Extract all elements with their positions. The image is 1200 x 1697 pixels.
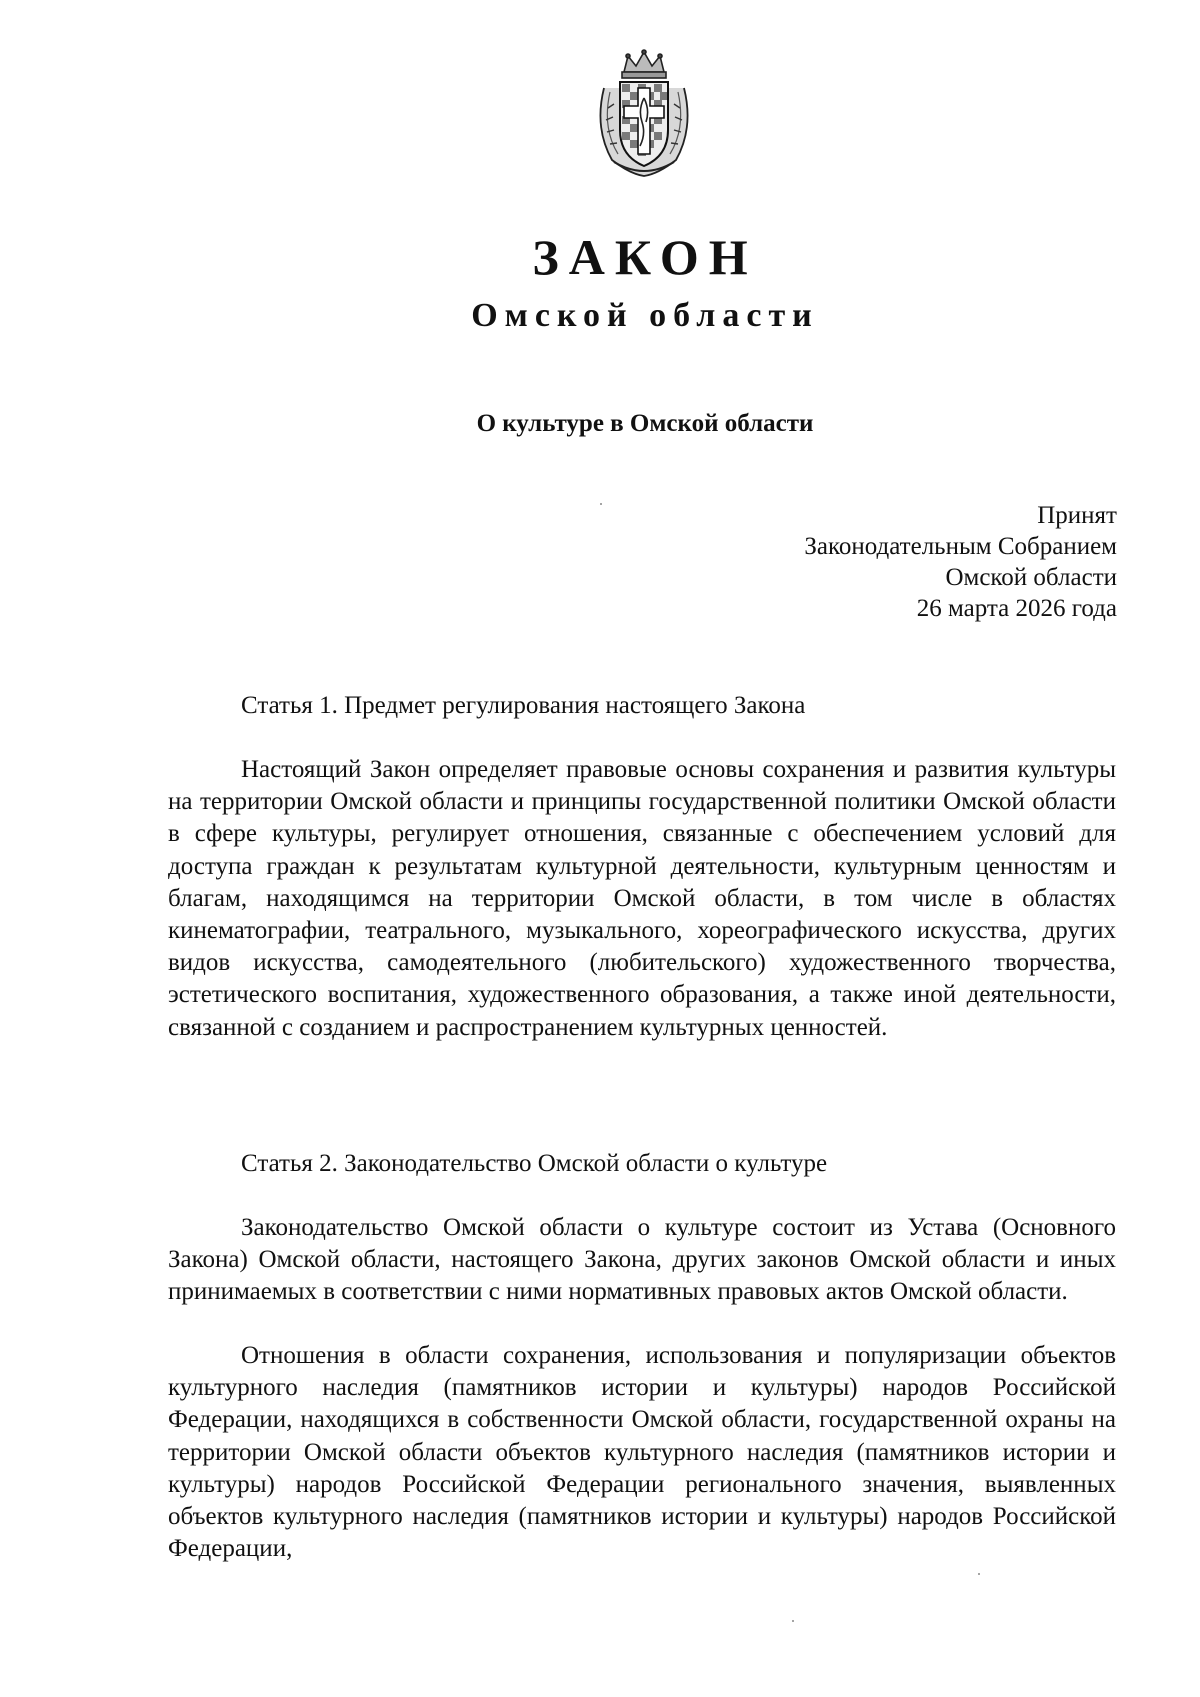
law-subject-heading: О культуре в Омской области [476,410,814,437]
coat-of-arms-emblem [590,48,698,178]
article-2-heading: Статья 2. Законодательство Омской области о культуре [241,1150,828,1177]
document-title: ЗАКОН [532,229,758,285]
adoption-date: 26 марта 2026 года [916,595,1117,622]
scan-speck [978,1573,980,1575]
adoption-line-2: Законодательным Собранием [804,533,1117,560]
scan-speck [600,503,602,505]
adoption-line-3: Омской области [945,564,1117,591]
adoption-block [804,500,1117,624]
article-1-heading: Статья 1. Предмет регулирования настоящего Закона [241,692,806,719]
article-2-paragraph-1: Законодательство Омской области о культуре состоит из Устава (Основного Закона) Омской области, настоящего Закона, других законов Омской области и иных принимаемых в соответствии с ними нормативных правовых актов Омской области. [168,1214,1116,1306]
article-2-paragraph-2: Отношения в области сохранения, использования и популяризации объектов культурного наследия (памятников истории и культуры) народов Российской Федерации, находящихся в собственности Омской области, государственной охраны на территории Омской области объектов культурного наследия (памятников истории и культуры) народов Российской Федерации регионального значения, выявленных объектов культурного наследия (памятников истории и культуры) народов Российской Федерации, [168,1342,1116,1563]
document-region: Омской области [471,297,819,334]
article-1-paragraph: Настоящий Закон определяет правовые основы сохранения и развития культуры на территории Омской области и принципы государственной политики Омской области в сфере культуры, регулирует отношения, связанные с обеспечением условий для доступа граждан к результатам культурной деятельности, культурным ценностям и благам, находящимся на территории Омской области, в том числе в областях кинематографии, театрального, музыкального, хореографического искусства, других видов искусства, самодеятельного (любительского) художественного творчества, эстетического воспитания, художественного образования, а также иной деятельности, связанной с созданием и распространением культурных ценностей. [168,756,1116,1041]
scan-speck [792,1620,794,1622]
adoption-line-1: Принят [1037,502,1117,529]
